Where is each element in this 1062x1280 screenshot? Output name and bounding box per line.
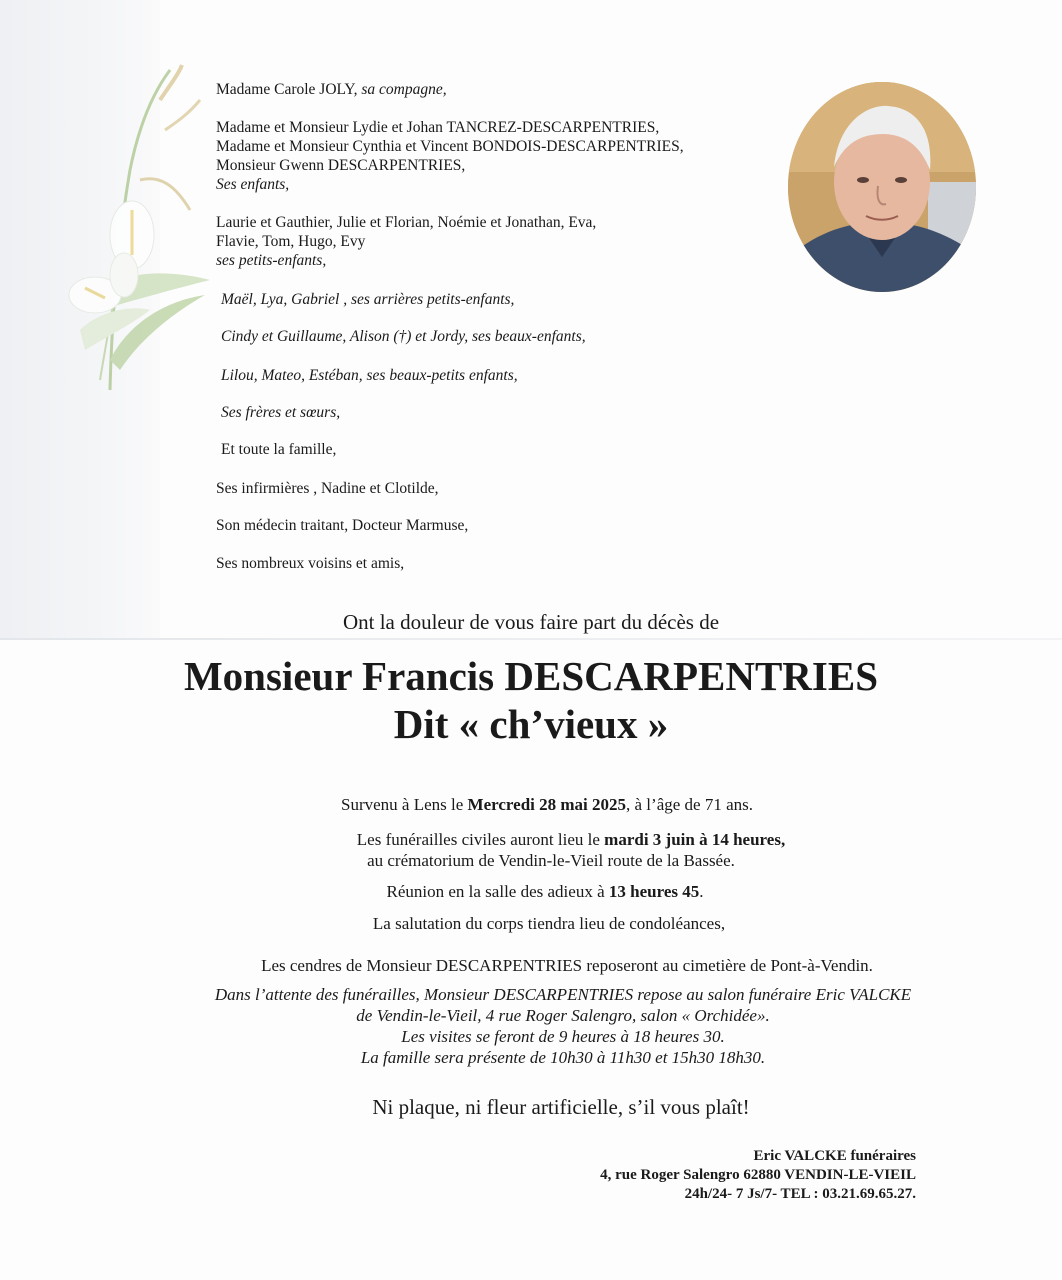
nurses-line: Ses infirmières , Nadine et Clotilde, [216,480,439,497]
children-role: Ses enfants, [216,176,290,193]
funeral-place: au crématorium de Vendin-le-Vieil route de la Bassée. [367,851,735,870]
doctor-line: Son médecin traitant, Docteur Marmuse, [216,517,469,534]
death-line [16,795,1062,815]
grandchildren-line-1: Laurie et Gauthier, Julie et Florian, Noémie et Jonathan, Eva, [216,214,597,231]
death-text: Survenu à Lens le [341,795,468,814]
funeral-home-address: 4, rue Roger Salengro 62880 VENDIN-LE-VIEIL [600,1167,916,1183]
announcement-intro: Ont la douleur de vous faire part du décès de [342,610,720,634]
siblings-line: Ses frères et sœurs, [221,404,341,421]
funeral-date: mardi 3 juin à 14 heures, [604,830,786,849]
whole-family-line: Et toute la famille, [221,441,337,458]
fold-line [0,638,1062,640]
visits-line: Les visites se feront de 9 heures à 18 heures 30. [401,1027,725,1046]
salon-line-1: Dans l’attente des funérailles, Monsieur DESCARPENTRIES repose au salon funéraire Eric VALCKE [214,985,912,1004]
meeting-text: Réunion en la salle des adieux à [386,882,609,901]
lily-flower-illustration [40,60,220,400]
meeting-time: 13 heures 45 [608,882,700,901]
salon-line-2: de Vendin-le-Vieil, 4 rue Roger Salengro, salon « Orchidée». [356,1006,770,1025]
meeting-line [14,882,1062,902]
companion-name: Madame Carole JOLY, [216,81,358,98]
family-presence-line: La famille sera présente de 10h30 à 11h30 et 15h30 18h30. [360,1048,766,1067]
ashes-line: Les cendres de Monsieur DESCARPENTRIES reposeront au cimetière de Pont-à-Vendin. [261,956,873,975]
neighbors-line: Ses nombreux voisins et amis, [216,555,405,572]
final-note: Ni plaque, ni fleur artificielle, s’il vous plaît! [372,1095,750,1119]
meeting-end: . [699,882,704,901]
deceased-alias: Dit « ch’vieux » [393,701,669,747]
child-line-3: Monsieur Gwenn DESCARPENTRIES, [216,157,466,174]
great-grandchildren-line: Maël, Lya, Gabriel , ses arrières petits-enfants, [221,291,515,308]
companion-line [216,80,447,99]
companion-role: sa compagne, [361,81,447,98]
grandchildren-role: ses petits-enfants, [216,252,327,269]
child-line-1: Madame et Monsieur Lydie et Johan TANCREZ-DESCARPENTRIES, [216,119,660,136]
deceased-name: Monsieur Francis DESCARPENTRIES [183,653,879,699]
funeral-line [40,830,1062,850]
grandchildren-line-2: Flavie, Tom, Hugo, Evy [216,233,366,250]
funeral-home-name: Eric VALCKE funéraires [753,1148,916,1164]
funeral-text: Les funérailles civiles auront lieu le [356,830,605,849]
condolences-line: La salutation du corps tiendra lieu de condoléances, [372,914,726,933]
step-grandchildren-line: Lilou, Mateo, Estéban, ses beaux-petits enfants, [221,367,518,384]
portrait-photo [788,82,976,292]
child-line-2: Madame et Monsieur Cynthia et Vincent BONDOIS-DESCARPENTRIES, [216,138,684,155]
death-age: , à l’âge de 71 ans. [626,795,753,814]
death-date: Mercredi 28 mai 2025 [467,795,627,814]
stepchildren-line: Cindy et Guillaume, Alison (†) et Jordy, ses beaux-enfants, [221,328,586,345]
funeral-home-contact: 24h/24- 7 Js/7- TEL : 03.21.69.65.27. [684,1186,916,1202]
